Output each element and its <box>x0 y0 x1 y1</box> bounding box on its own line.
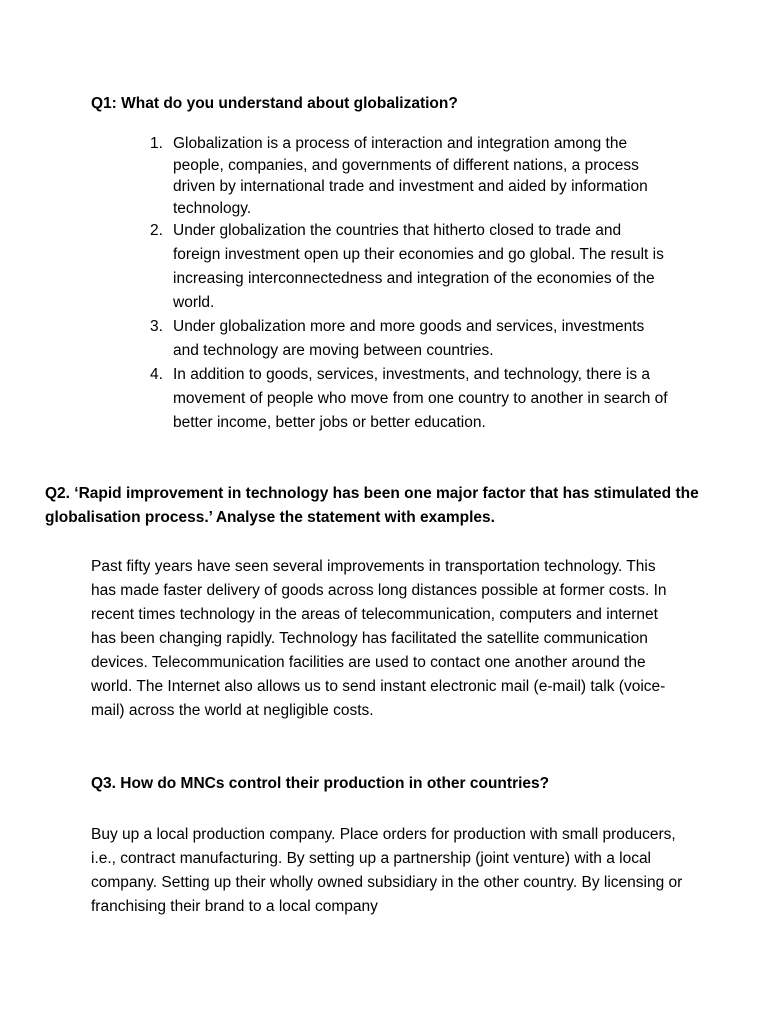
question-1-answer-list <box>150 133 670 435</box>
list-item-text: Under globalization the countries that hitherto closed to trade and foreign investment open up their economies and go global. The result is increasing interconnectedness and integration of the economies of the world. <box>173 222 664 311</box>
list-item-text: Globalization is a process of interaction and integration among the people, companies, and governments of different nations, a process driven by international trade and investment and aided by information technology. <box>173 135 648 217</box>
list-item <box>150 133 670 219</box>
list-item-text: In addition to goods, services, investments, and technology, there is a movement of people who move from one country to another in search of better income, better jobs or better education. <box>173 366 668 431</box>
question-3-answer: Buy up a local production company. Place orders for production with small producers, i.e., contract manufacturing. By setting up a partnership (joint venture) with a local company. Setting up their wholly owned subsidiary in the other country. By licensing or franchising their brand to a local company <box>91 826 683 915</box>
list-item-number: 1. <box>150 135 163 152</box>
question-3-heading: Q3. How do MNCs control their production in other countries? <box>91 775 550 792</box>
list-item-text: Under globalization more and more goods and services, investments and technology are moving between countries. <box>173 318 645 359</box>
list-item-number: 3. <box>150 318 163 335</box>
list-item-number: 2. <box>150 222 163 239</box>
list-item <box>150 315 670 363</box>
question-2-answer: Past fifty years have seen several improvements in transportation technology. This has made faster delivery of goods across long distances possible at former costs. In recent times technology in the areas of telecommunication, computers and internet has been changing rapidly. Technology has facilitated the satellite communication devices. Telecommunication facilities are used to contact one another around the world. The Internet also allows us to send instant electronic mail (e-mail) talk (voice-mail) across the world at negligible costs. <box>91 558 667 719</box>
question-2-heading: Q2. ‘Rapid improvement in technology has been one major factor that has stimulated the globalisation process.’ Analyse the statement with examples. <box>45 485 699 526</box>
question-1-heading: Q1: What do you understand about globalization? <box>91 95 458 112</box>
list-item <box>150 219 670 315</box>
list-item <box>150 363 670 435</box>
list-item-number: 4. <box>150 366 163 383</box>
